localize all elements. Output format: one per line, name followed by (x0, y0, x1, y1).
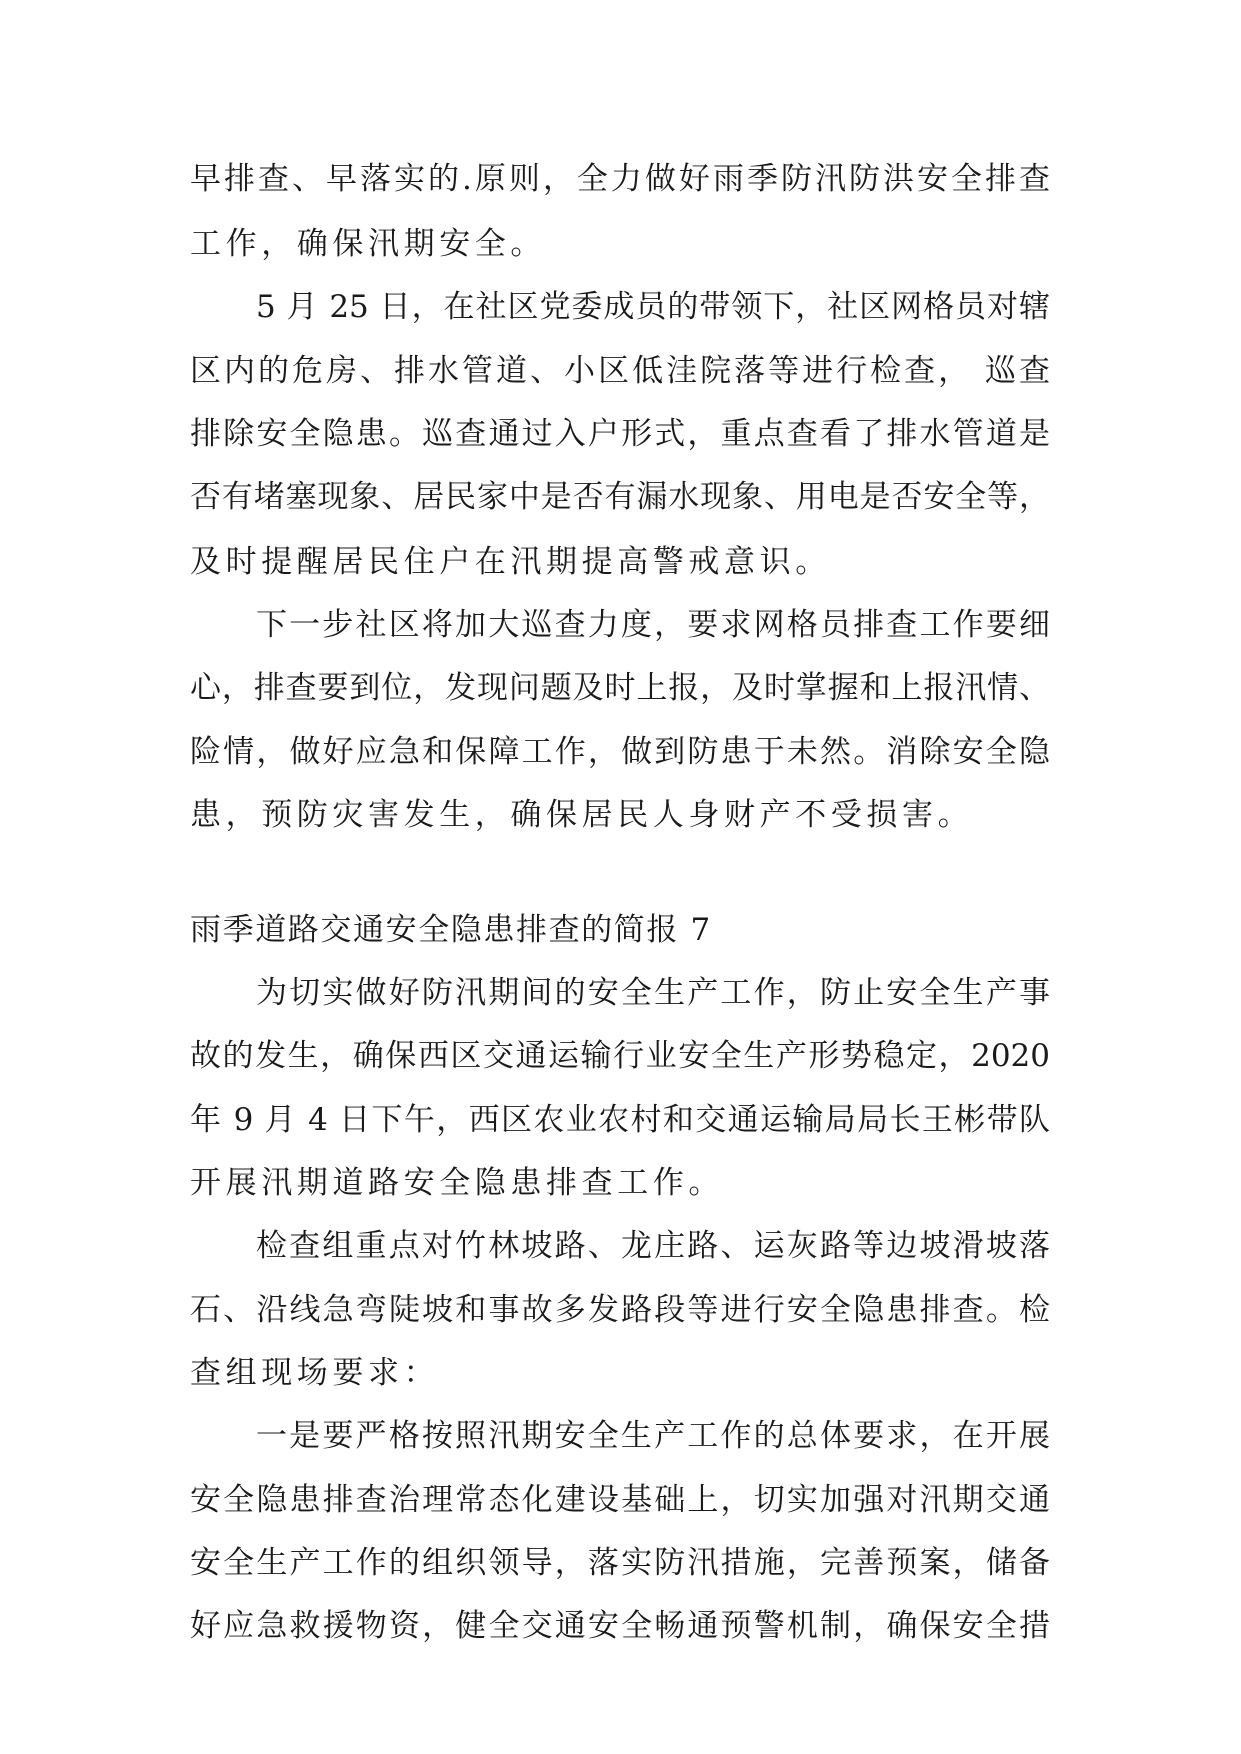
text-line: 安全隐患排查治理常态化建设基础上，切实加强对汛期交通 (190, 1482, 1050, 1518)
text-line: 年 9 月 4 日下午，西区农业农村和交通运输局局长王彬带队 (190, 1102, 1050, 1138)
text-line: 患，预防灾害发生，确保居民人身财产不受损害。 (190, 797, 974, 833)
text-line: 开展汛期道路安全隐患排查工作。 (190, 1165, 724, 1201)
text-line: 为切实做好防汛期间的安全生产工作，防止安全生产事 (256, 975, 1050, 1011)
text-line: 故的发生，确保西区交通运输行业安全生产形势稳定，2020 (190, 1038, 1050, 1074)
text-line: 区内的危房、排水管道、小区低洼院落等进行检查， 巡查 (190, 353, 1050, 389)
text-line: 及时提醒居民住户在汛期提高警戒意识。 (190, 544, 831, 580)
text-line: 排除安全隐患。巡查通过入户形式，重点查看了排水管道是 (190, 416, 1050, 452)
text-line: 一是要严格按照汛期安全生产工作的总体要求，在开展 (256, 1418, 1050, 1454)
text-line: 安全生产工作的组织领导，落实防汛措施，完善预案，储备 (190, 1545, 1050, 1581)
text-line: 检查组重点对竹林坡路、龙庄路、运灰路等边坡滑坡落 (256, 1228, 1050, 1264)
text-line: 查组现场要求： (190, 1355, 440, 1391)
document-body (190, 160, 1050, 1660)
text-line: 下一步社区将加大巡查力度，要求网格员排查工作要细 (256, 607, 1050, 643)
text-line: 工作，确保汛期安全。 (190, 226, 546, 262)
text-line: 险情，做好应急和保障工作，做到防患于未然。消除安全隐 (190, 734, 1050, 770)
text-line: 心，排查要到位，发现问题及时上报，及时掌握和上报汛情、 (190, 670, 1050, 706)
text-line: 石、沿线急弯陡坡和事故多发路段等进行安全隐患排查。检 (190, 1292, 1050, 1328)
text-line: 否有堵塞现象、居民家中是否有漏水现象、用电是否安全等， (190, 479, 1050, 515)
section-heading: 雨季道路交通安全隐患排查的简报 7 (190, 912, 712, 948)
text-line: 早排查、早落实的.原则，全力做好雨季防汛防洪安全排查 (190, 161, 1050, 197)
text-line: 5 月 25 日，在社区党委成员的带领下，社区网格员对辖 (256, 289, 1050, 325)
text-line: 好应急救援物资，健全交通安全畅通预警机制，确保安全措 (190, 1608, 1050, 1644)
